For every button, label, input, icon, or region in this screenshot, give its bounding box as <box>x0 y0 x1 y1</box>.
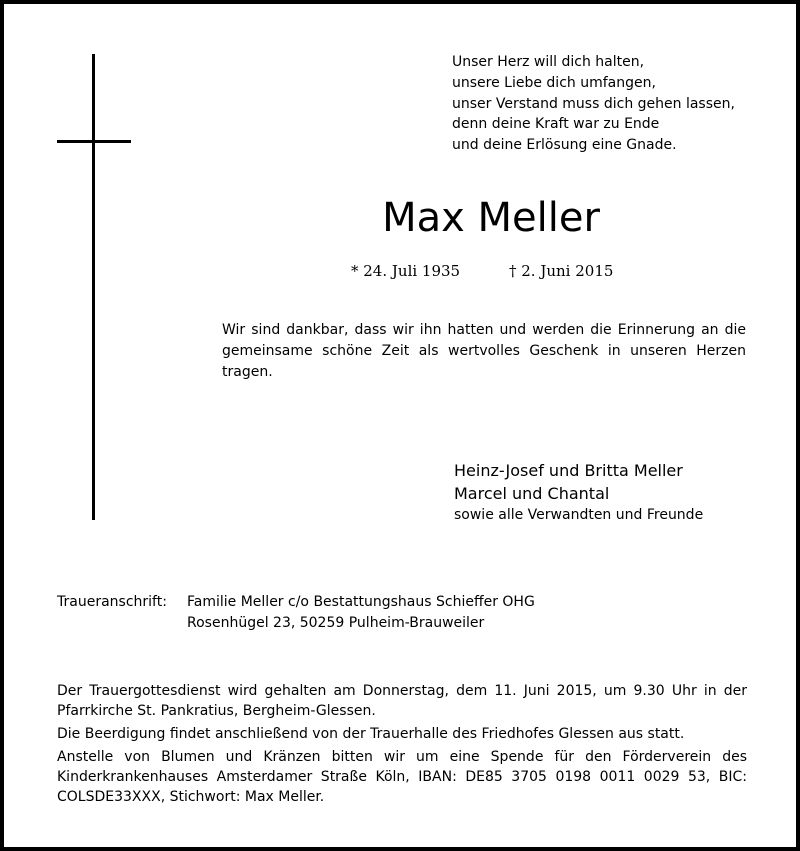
service-notice <box>57 681 747 810</box>
cross-icon-horizontal <box>57 140 131 143</box>
service-text: Der Trauergottesdienst wird gehalten am Donnerstag, dem 11. Juni 2015, um 9.30 Uhr in der Pfarrkirche St. Pankratius, Bergheim-Glessen. <box>57 683 747 719</box>
address-line: Rosenhügel 23, 50259 Pulheim-Brauweiler <box>187 615 485 631</box>
poem-line: und deine Erlösung eine Gnade. <box>452 137 677 154</box>
birth-date: * 24. Juli 1935 <box>351 262 461 280</box>
address-label: Traueranschrift: <box>57 594 167 610</box>
poem-line: Unser Herz will dich halten, <box>452 54 645 70</box>
deceased-name: Max Meller <box>382 195 600 241</box>
poem-line: denn deine Kraft war zu Ende <box>452 116 660 133</box>
burial-text: Die Beerdigung findet anschließend von der Trauerhalle des Friedhofes Glessen aus statt. <box>57 726 685 742</box>
mourners-line: sowie alle Verwandten und Freunde <box>454 507 704 523</box>
mourners-line: Marcel und Chantal <box>454 484 610 503</box>
mourning-address <box>57 592 535 634</box>
thanks-text: Wir sind dankbar, dass wir ihn hatten und werden die Erinnerung an die gemeinsame schöne Zeit als wertvolles Geschenk in unseren Herzen tragen. <box>222 322 746 380</box>
poem-line: unsere Liebe dich umfangen, <box>452 74 656 91</box>
cross-icon-vertical <box>92 54 95 520</box>
donation-text: Anstelle von Blumen und Kränzen bitten wir um eine Spende für den Förderverein des Kinderkrankenhauses Amsterdamer Straße Köln, IBAN: DE85 3705 0198 0011 0029 53, BIC: COLSDE33XXX, Stichwort: Max Meller. <box>57 749 747 805</box>
poem <box>452 52 772 156</box>
address-line: Familie Meller c/o Bestattungshaus Schieffer OHG <box>187 594 535 610</box>
mourners-line: Heinz-Josef und Britta Meller <box>454 461 683 480</box>
mourners <box>454 459 784 526</box>
death-date: † 2. Juni 2015 <box>509 262 614 280</box>
poem-line: unser Verstand muss dich gehen lassen, <box>452 95 735 112</box>
